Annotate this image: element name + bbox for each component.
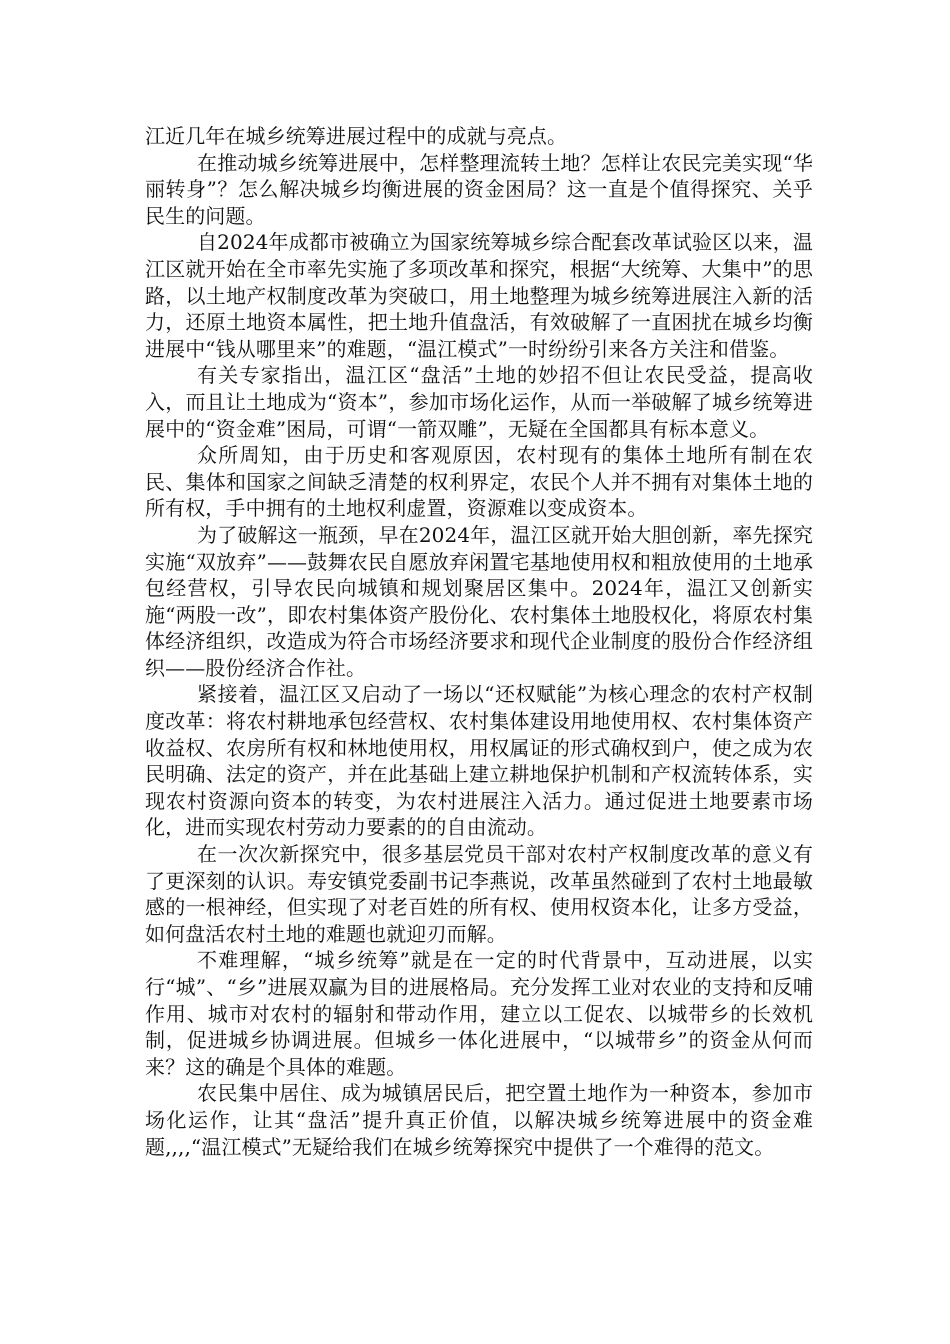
paragraph: 农民集中居住、成为城镇居民后，把空置土地作为一种资本，参加市场化运作，让其“盘活”提升真正价值，以解决城乡统筹进展中的资金难题,,,,“温江模式”无疑给我们在城乡统筹探究中提供了一个难得的范文。 bbox=[145, 1081, 813, 1159]
paragraph: 在一次次新探究中，很多基层党员干部对农村产权制度改革的意义有了更深刻的认识。寿安镇党委副书记李燕说，改革虽然碰到了农村土地最敏感的一根神经，但实现了对老百姓的所有权、使用权资本化，让多方受益，如何盘活农村土地的难题也就迎刃而解。 bbox=[145, 842, 813, 946]
article-body bbox=[145, 123, 813, 1160]
paragraph: 有关专家指出，温江区“盘活”土地的妙招不但让农民受益，提高收入，而且让土地成为“资本”，参加市场化运作，从而一举破解了城乡统筹进展中的“资金难”困局，可谓“一箭双雕”，无疑在全国都具有标本意义。 bbox=[145, 363, 813, 441]
paragraph: 为了破解这一瓶颈，早在2024年，温江区就开始大胆创新，率先探究实施“双放弃”——鼓舞农民自愿放弃闲置宅基地使用权和粗放使用的土地承包经营权，引导农民向城镇和规划聚居区集中。2024年，温江又创新实施“两股一改”，即农村集体资产股份化、农村集体土地股权化，将原农村集体经济组织，改造成为符合市场经济要求和现代企业制度的股份合作经济组织——股份经济合作社。 bbox=[145, 522, 813, 680]
paragraph: 众所周知，由于历史和客观原因，农村现有的集体土地所有制在农民、集体和国家之间缺乏清楚的权利界定，农民个人并不拥有对集体土地的所有权，手中拥有的土地权利虚置，资源难以变成资本。 bbox=[145, 443, 813, 521]
paragraph: 不难理解，“城乡统筹”就是在一定的时代背景中，互动进展，以实行“城”、“乡”进展双赢为目的进展格局。充分发挥工业对农业的支持和反哺作用、城市对农村的辐射和带动作用，建立以工促农、以城带乡的长效机制，促进城乡协调进展。但城乡一体化进展中，“以城带乡”的资金从何而来？这的确是个具体的难题。 bbox=[145, 948, 813, 1079]
paragraph: 自2024年成都市被确立为国家统筹城乡综合配套改革试验区以来，温江区就开始在全市率先实施了多项改革和探究，根据“大统筹、大集中”的思路，以土地产权制度改革为突破口，用土地整理为城乡统筹进展注入新的活力，还原土地资本属性，把土地升值盘活，有效破解了一直困扰在城乡均衡进展中“钱从哪里来”的难题，“温江模式”一时纷纷引来各方关注和借鉴。 bbox=[145, 230, 813, 361]
paragraph: 紧接着，温江区又启动了一场以“还权赋能”为核心理念的农村产权制度改革：将农村耕地承包经营权、农村集体建设用地使用权、农村集体资产收益权、农房所有权和林地使用权，用权属证的形式确权到户，使之成为农民明确、法定的资产，并在此基础上建立耕地保护机制和产权流转体系，实现农村资源向资本的转变，为农村进展注入活力。通过促进土地要素市场化，进而实现农村劳动力要素的的自由流动。 bbox=[145, 682, 813, 840]
paragraph-continuation: 江近几年在城乡统筹进展过程中的成就与亮点。 bbox=[145, 124, 568, 148]
paragraph: 在推动城乡统筹进展中，怎样整理流转土地？怎样让农民完美实现“华丽转身”？怎么解决城乡均衡进展的资金困局？这一直是个值得探究、关乎民生的问题。 bbox=[145, 150, 813, 228]
